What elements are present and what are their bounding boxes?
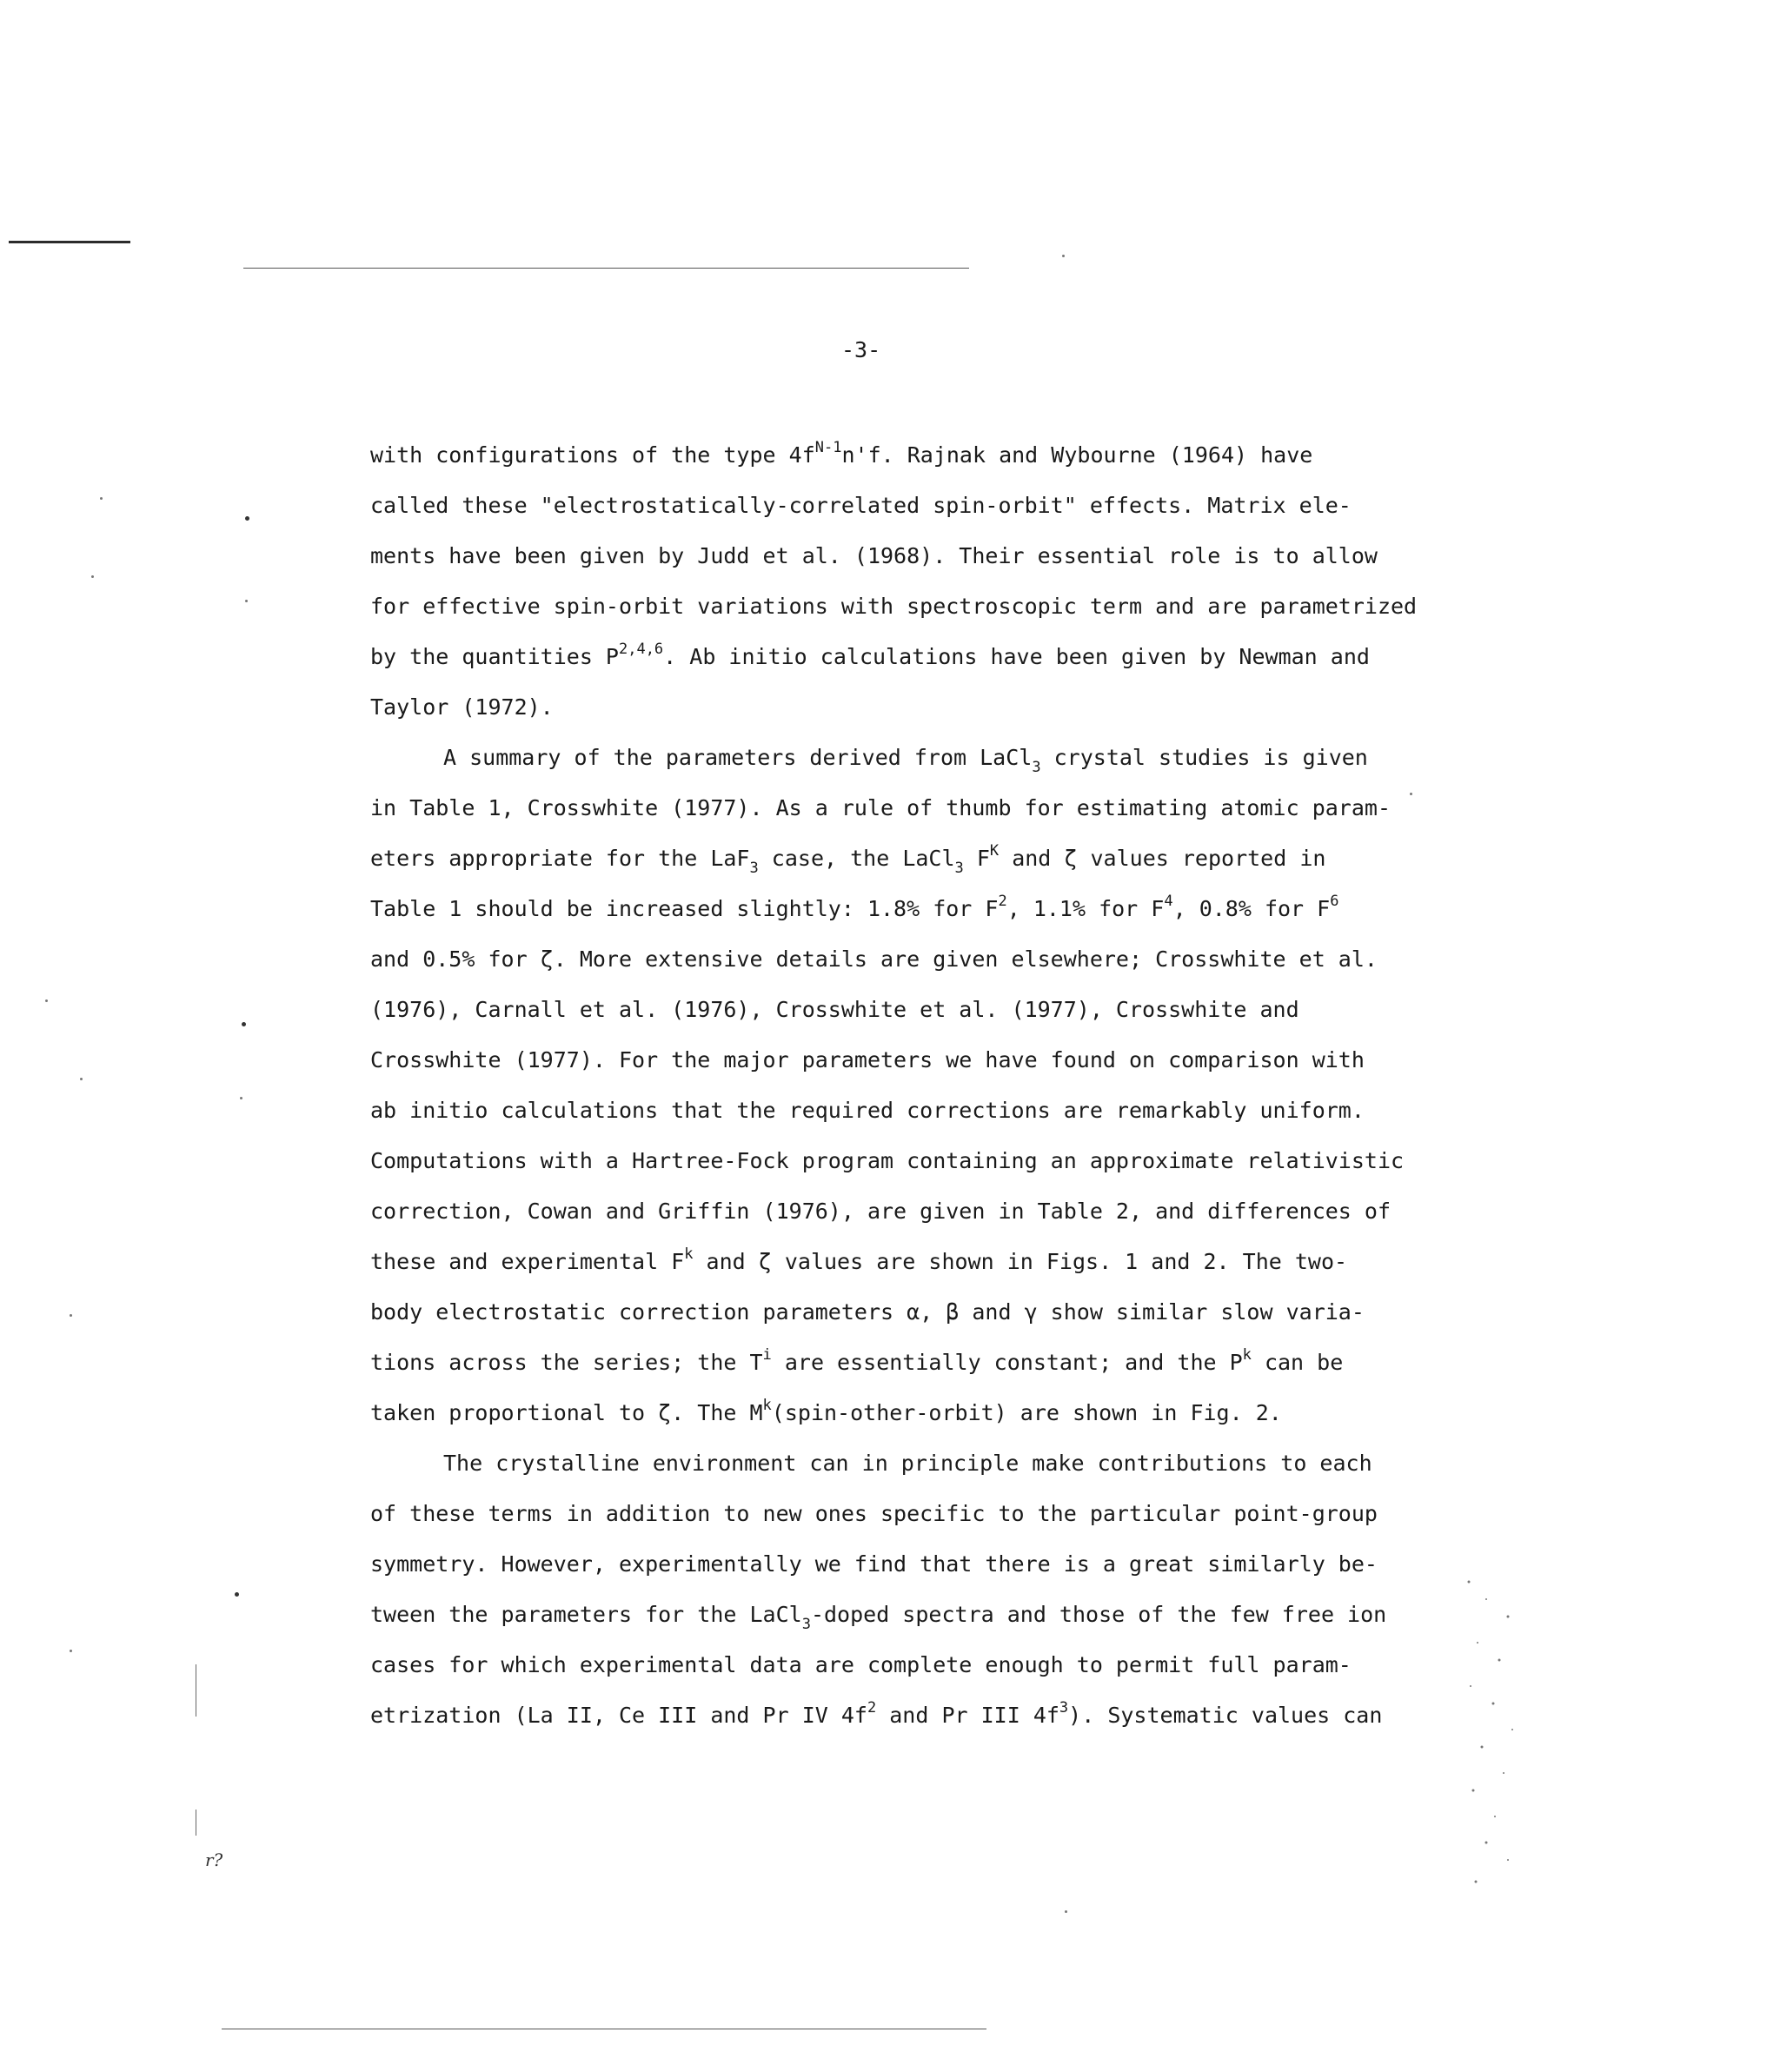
text-run: tween the parameters for the LaCl bbox=[370, 1602, 802, 1627]
text-line bbox=[370, 1186, 1413, 1237]
text-run: and ζ values are shown in Figs. 1 and 2. The two- bbox=[693, 1249, 1348, 1274]
text-line bbox=[370, 1640, 1413, 1690]
text-line bbox=[370, 1237, 1413, 1287]
top-header-rule bbox=[243, 268, 969, 269]
superscript: 2 bbox=[998, 893, 1007, 910]
top-left-rule bbox=[9, 241, 130, 243]
text-run: and 0.5% for ζ. More extensive details are given elsewhere; Crosswhite et al. bbox=[370, 946, 1378, 972]
margin-handwritten-mark: r? bbox=[205, 1850, 223, 1870]
scan-speck bbox=[70, 1314, 72, 1317]
scan-speck bbox=[1062, 255, 1065, 257]
superscript: 6 bbox=[1330, 893, 1339, 910]
paragraph bbox=[370, 430, 1418, 733]
text-line bbox=[370, 985, 1413, 1035]
text-line bbox=[370, 1086, 1413, 1136]
text-line bbox=[370, 531, 1413, 581]
text-run: ments have been given by Judd et al. (1968). Their essential role is to allow bbox=[370, 543, 1378, 568]
superscript: K bbox=[989, 842, 1000, 860]
scan-speck bbox=[235, 1592, 239, 1597]
text-line bbox=[370, 481, 1413, 531]
page-number: -3- bbox=[841, 337, 881, 362]
text-run: , 0.8% for F bbox=[1172, 896, 1331, 921]
superscript: N-1 bbox=[814, 439, 842, 456]
text-run: case, the LaCl bbox=[758, 846, 955, 871]
text-run: symmetry. However, experimentally we find that there is a great similarly be- bbox=[370, 1551, 1378, 1577]
text-line bbox=[370, 934, 1413, 985]
text-run: -doped spectra and those of the few free ion bbox=[810, 1602, 1387, 1627]
text-run: Crosswhite (1977). For the major parameters we have found on comparison with bbox=[370, 1047, 1365, 1073]
scan-speck bbox=[240, 1097, 242, 1099]
text-run: and ζ values reported in bbox=[999, 846, 1326, 871]
text-line bbox=[370, 581, 1418, 632]
text-run: Computations with a Hartree-Fock program containing an approximate relativistic bbox=[370, 1148, 1405, 1173]
scan-speck bbox=[242, 1022, 246, 1026]
text-line bbox=[370, 833, 1413, 884]
paragraph bbox=[370, 1438, 1413, 1741]
scan-speck bbox=[70, 1650, 72, 1652]
text-run: F bbox=[963, 846, 990, 871]
text-run: tions across the series; the T bbox=[370, 1350, 763, 1375]
text-run: ). Systematic values can bbox=[1068, 1703, 1383, 1728]
text-line bbox=[370, 1590, 1413, 1640]
text-line bbox=[370, 1539, 1413, 1590]
text-run: The crystalline environment can in principle make contributions to each bbox=[443, 1451, 1372, 1476]
text-line bbox=[370, 682, 1413, 733]
subscript: 3 bbox=[749, 860, 759, 877]
text-run: cases for which experimental data are complete enough to permit full param- bbox=[370, 1652, 1352, 1677]
text-line bbox=[370, 632, 1413, 682]
text-run: A summary of the parameters derived from LaCl bbox=[443, 745, 1033, 770]
body-text bbox=[370, 430, 1418, 1741]
text-run: these and experimental F bbox=[370, 1249, 685, 1274]
text-run: in Table 1, Crosswhite (1977). As a rule of thumb for estimating atomic param- bbox=[370, 795, 1391, 820]
text-line bbox=[370, 1338, 1413, 1388]
text-run: with configurations of the type 4f bbox=[370, 442, 815, 468]
text-line bbox=[370, 783, 1413, 833]
text-line bbox=[370, 1035, 1413, 1086]
superscript: i bbox=[762, 1346, 772, 1364]
text-run: Taylor (1972). bbox=[370, 694, 554, 720]
text-run: by the quantities P bbox=[370, 644, 619, 669]
text-run: Table 1 should be increased slightly: 1.8% for F bbox=[370, 896, 999, 921]
text-line bbox=[370, 1690, 1413, 1741]
text-run: n'f. Rajnak and Wybourne (1964) have bbox=[841, 442, 1313, 468]
text-run: correction, Cowan and Griffin (1976), are given in Table 2, and differences of bbox=[370, 1199, 1391, 1224]
scan-speck bbox=[245, 600, 248, 602]
paragraph bbox=[370, 733, 1413, 1438]
superscript: 3 bbox=[1059, 1699, 1069, 1717]
text-run: and Pr III 4f bbox=[876, 1703, 1059, 1728]
subscript: 3 bbox=[801, 1616, 811, 1633]
text-run: called these "electrostatically-correlated spin-orbit" effects. Matrix ele- bbox=[370, 493, 1352, 518]
text-run: ab initio calculations that the required corrections are remarkably uniform. bbox=[370, 1098, 1365, 1123]
scan-speck bbox=[100, 497, 103, 500]
text-run: for effective spin-orbit variations with spectroscopic term and are parametrized bbox=[370, 594, 1418, 619]
text-run: . Ab initio calculations have been given by Newman and bbox=[663, 644, 1370, 669]
superscript: 2,4,6 bbox=[618, 641, 664, 658]
text-run: crystal studies is given bbox=[1040, 745, 1368, 770]
superscript: k bbox=[684, 1245, 694, 1263]
text-line bbox=[370, 430, 1413, 481]
text-line bbox=[370, 733, 1413, 783]
text-run: (1976), Carnall et al. (1976), Crosswhite et al. (1977), Crosswhite and bbox=[370, 997, 1299, 1022]
text-run: body electrostatic correction parameters α, β and γ show similar slow varia- bbox=[370, 1299, 1365, 1325]
scan-speck bbox=[1065, 1910, 1067, 1913]
text-line bbox=[370, 1287, 1413, 1338]
text-line bbox=[370, 1388, 1413, 1438]
text-run: etrization (La II, Ce III and Pr IV 4f bbox=[370, 1703, 867, 1728]
subscript: 3 bbox=[1032, 759, 1041, 776]
text-line bbox=[370, 1438, 1413, 1489]
text-run: taken proportional to ζ. The M bbox=[370, 1400, 763, 1425]
text-run: of these terms in addition to new ones specific to the particular point-group bbox=[370, 1501, 1378, 1526]
text-run: can be bbox=[1251, 1350, 1344, 1375]
text-run: , 1.1% for F bbox=[1006, 896, 1165, 921]
scan-speck bbox=[45, 999, 48, 1002]
text-line bbox=[370, 1489, 1413, 1539]
scan-noise-artifact bbox=[1460, 1564, 1530, 1895]
scan-speck bbox=[80, 1078, 83, 1080]
superscript: 2 bbox=[867, 1699, 877, 1717]
superscript: k bbox=[1242, 1346, 1252, 1364]
text-run: are essentially constant; and the P bbox=[771, 1350, 1243, 1375]
text-line bbox=[370, 1136, 1413, 1186]
text-run: eters appropriate for the LaF bbox=[370, 846, 750, 871]
text-run: (spin-other-orbit) are shown in Fig. 2. bbox=[771, 1400, 1282, 1425]
scan-speck bbox=[245, 516, 249, 521]
text-line bbox=[370, 884, 1413, 934]
scan-speck bbox=[91, 575, 94, 578]
subscript: 3 bbox=[954, 860, 964, 877]
superscript: k bbox=[762, 1397, 772, 1414]
superscript: 4 bbox=[1164, 893, 1173, 910]
